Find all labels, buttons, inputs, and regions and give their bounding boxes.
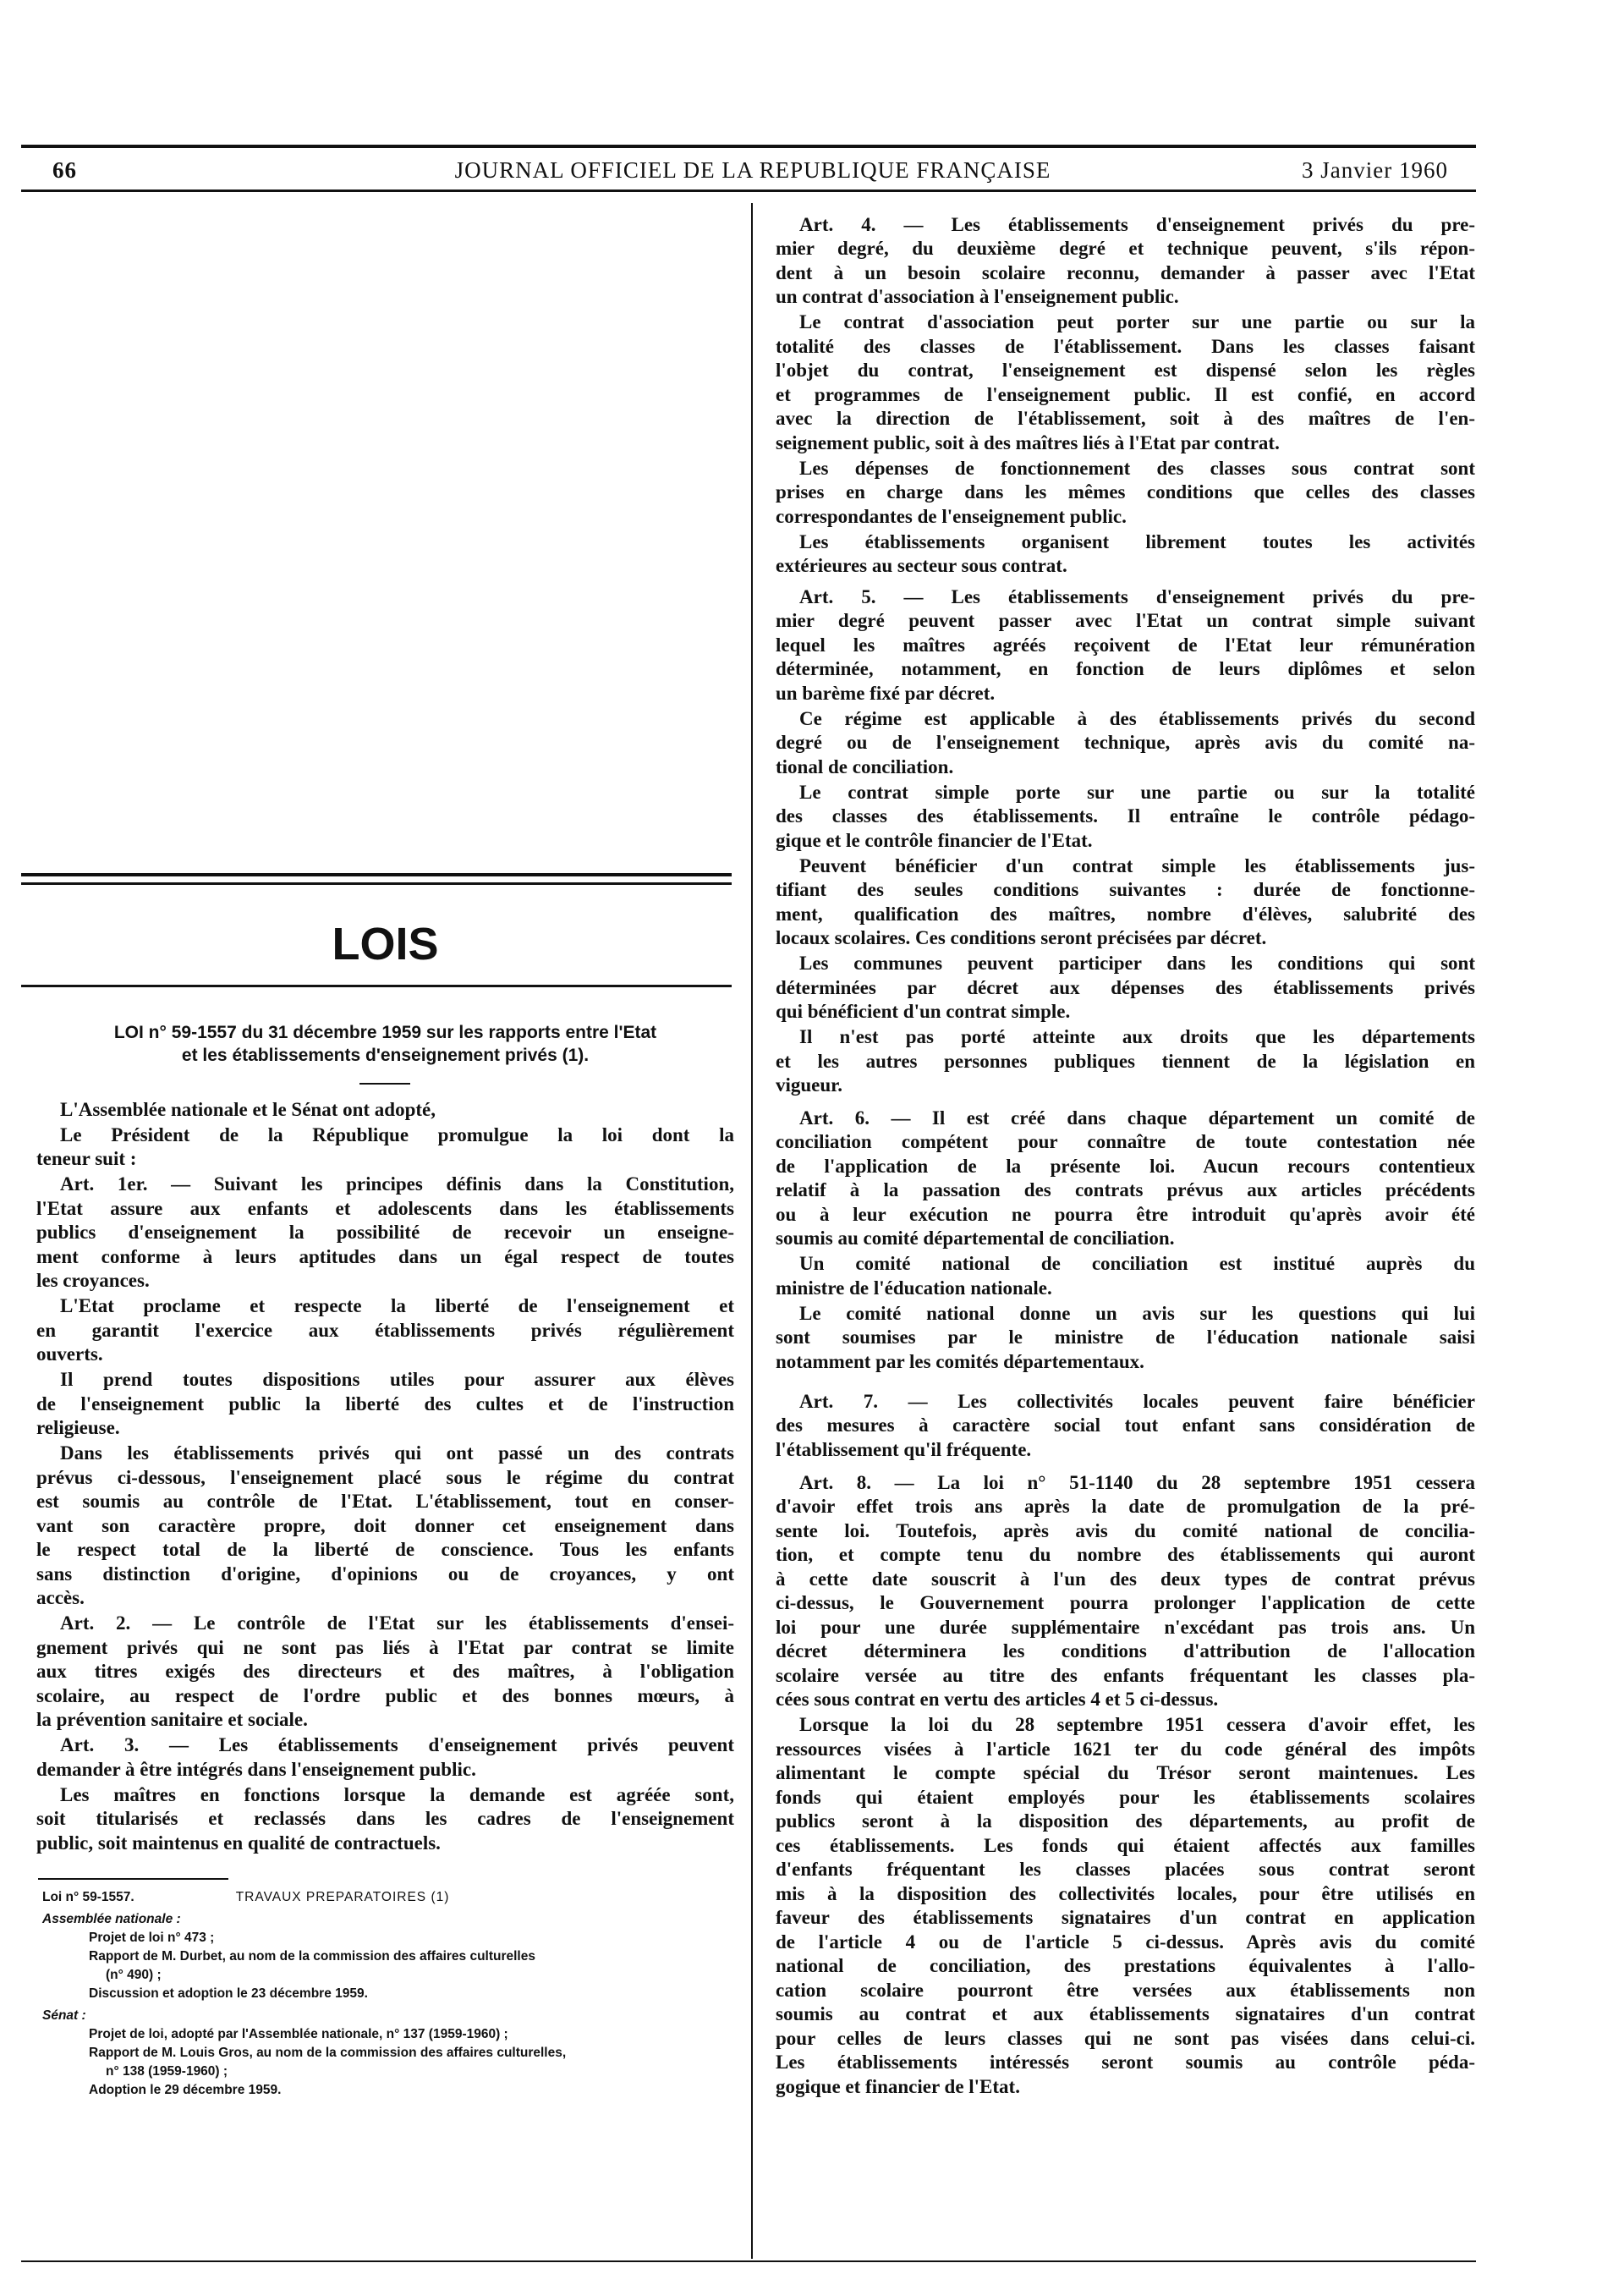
footnote-heading: TRAVAUX PREPARATOIRES (1): [235, 1890, 450, 1904]
paragraph: [36, 1098, 734, 1123]
footnote: [42, 1888, 736, 2100]
paragraph: [776, 585, 1475, 706]
paragraph: [776, 707, 1475, 780]
text-line: Ce régime est applicable à des établissements privés du second: [799, 707, 1475, 729]
text-line: Lorsque la loi du 28 septembre 1951 cessera d'avoir effet, les: [799, 1714, 1475, 1735]
text-line: Le Président de la République promulgue la loi dont la: [60, 1123, 734, 1145]
text-line: Un comité national de conciliation est institué auprès du: [799, 1253, 1475, 1274]
text-line: L'Etat proclame et respecte la liberté de l'enseignement et: [60, 1295, 734, 1316]
paragraph: [776, 530, 1475, 579]
footnote-item: Rapport de M. Louis Gros, au nom de la commission des affaires culturelles,: [89, 2046, 567, 2060]
paragraph: [776, 1252, 1475, 1300]
article-4: [776, 211, 1475, 579]
paragraph: [776, 952, 1475, 1024]
text-line: degré ou de l'enseignement technique, après avis du comité na-: [776, 732, 1475, 753]
text-line: de l'article 4 ou de l'article 5 ci-dessus. Après avis du comité: [776, 1931, 1475, 1953]
text-line: est soumis au contrôle de l'Etat. L'établissement, tout en conser-: [36, 1491, 734, 1512]
left-column-body: [36, 1096, 734, 1855]
text-line: un barème fixé par décret.: [776, 682, 996, 704]
text-line: sans distinction d'origine, d'opinions ou de croyances, y ont: [36, 1563, 734, 1585]
footnote-section-title: Sénat :: [42, 2008, 86, 2023]
text-line: et programmes de l'enseignement public. Il est confié, en accord: [776, 383, 1475, 405]
text-line: à cette date souscrit à l'un des deux types de contrat prévus: [776, 1568, 1475, 1590]
text-line: déterminée, notamment, en fonction de leurs diplômes et selon: [776, 658, 1475, 679]
text-line: ou à leur exécution ne pourra être introduit qu'après avoir été: [776, 1203, 1475, 1225]
text-line: sente loi. Toutefois, après avis du comité national de concilia-: [776, 1519, 1475, 1541]
text-line: Art. 6. — Il est créé dans chaque département un comité de: [799, 1107, 1475, 1129]
text-line: seignement public, soit à des maîtres liés à l'Etat par contrat.: [776, 431, 1280, 453]
paragraph: [776, 1471, 1475, 1712]
text-line: Art. 8. — La loi n° 51-1140 du 28 septembre 1951 cessera: [799, 1471, 1475, 1493]
text-line: publics d'enseignement la possibilité de recevoir un enseigne-: [36, 1222, 734, 1243]
text-line: et les autres personnes publiques tiennent de la législation en: [776, 1050, 1475, 1072]
text-line: scolaire versée au titre des enfants fréquentant les classes pla-: [776, 1664, 1475, 1686]
footnote-item: Projet de loi n° 473 ;: [89, 1931, 215, 1945]
text-line: Il prend toutes dispositions utiles pour assurer aux élèves: [60, 1369, 734, 1390]
text-line: Art. 4. — Les établissements d'enseignement privés du pre-: [799, 213, 1475, 235]
paragraph: [776, 1713, 1475, 2099]
text-line: gnement privés qui ne sont pas liés à l'Etat par contrat se limite: [36, 1636, 734, 1658]
header-bottom-rule: [21, 190, 1476, 192]
footnote-rule: [38, 1878, 228, 1880]
journal-title: JOURNAL OFFICIEL DE LA REPUBLIQUE FRANÇAISE: [454, 157, 1051, 183]
paragraph: [36, 1442, 734, 1611]
text-line: l'établissement qu'il fréquente.: [776, 1438, 1032, 1460]
text-line: le respect total de la liberté de conscience. Tous les enfants: [36, 1539, 734, 1560]
text-line: ment conforme à leurs aptitudes dans un égal respect de toutes: [36, 1245, 734, 1267]
text-line: gogique et financier de l'Etat.: [776, 2075, 1020, 2097]
text-line: mis à la disposition des collectivités locales, pour être utilisés en: [776, 1882, 1475, 1904]
text-line: Les communes peuvent participer dans les conditions qui sont: [799, 953, 1475, 974]
section-double-rule-bottom: [21, 882, 732, 885]
paragraph: [776, 213, 1475, 310]
header-top-rule: [21, 145, 1476, 148]
text-line: en garantit l'exercice aux établissements privés régulièrement: [36, 1319, 734, 1341]
text-line: pour celles de leurs classes qui ne sont pas visées dans celui-ci.: [776, 2027, 1475, 2049]
text-line: Le comité national donne un avis sur les questions qui lui: [799, 1302, 1475, 1324]
paragraph: [36, 1612, 734, 1733]
text-line: ment, qualification des maîtres, nombre d'élèves, salubrité des: [776, 903, 1475, 925]
text-line: avec la direction de l'établissement, soit à des maîtres de l'en-: [776, 408, 1475, 429]
text-line: Art. 1er. — Suivant les principes définis dans la Constitution,: [60, 1173, 734, 1195]
text-line: demander à être intégrés dans l'enseignement public.: [36, 1758, 476, 1780]
text-line: Peuvent bénéficier d'un contrat simple les établissements jus-: [799, 854, 1475, 876]
article-6: [776, 1105, 1475, 1374]
text-line: ces établissements. Les fonds qui étaient affectés aux familles: [776, 1834, 1475, 1856]
text-line: mier degré, du deuxième degré et technique peuvent, s'ils répon-: [776, 238, 1475, 259]
footnote-ref: Loi n° 59-1557.: [42, 1890, 134, 1904]
section-title-rule: [21, 985, 732, 987]
text-line: soit titularisés et reclassés dans les cadres de l'enseignement: [36, 1808, 734, 1829]
text-line: publics seront à la disposition des départements, au profit de: [776, 1810, 1475, 1832]
text-line: Les maîtres en fonctions lorsque la demande est agréée sont,: [60, 1783, 734, 1805]
article-7: [776, 1388, 1475, 1462]
law-title-line: LOI n° 59-1557 du 31 décembre 1959 sur les rapports entre l'Etat: [113, 1023, 657, 1042]
text-line: teneur suit :: [36, 1148, 137, 1169]
text-line: dent à un besoin scolaire reconnu, demander à passer avec l'Etat: [776, 261, 1475, 283]
text-line: d'enfants fréquentant les classes placées sous contrat seront: [776, 1859, 1475, 1880]
text-line: soumis au contrat et aux établissements signataires d'un contrat: [776, 2003, 1475, 2024]
paragraph: [776, 1025, 1475, 1098]
text-line: national de conciliation, des prestations équivalentes à l'allo-: [776, 1955, 1475, 1976]
text-line: ministre de l'éducation nationale.: [776, 1277, 1052, 1299]
page-number: 66: [52, 157, 77, 183]
text-line: conciliation compétent pour connaître de toute contestation née: [776, 1131, 1475, 1152]
text-line: sont soumises par le ministre de l'éducation nationale saisi: [776, 1327, 1475, 1348]
text-line: tion, et compte tenu du nombre des établissements qui auront: [776, 1544, 1475, 1565]
text-line: ressources visées à l'article 1621 ter du code général des impôts: [776, 1738, 1475, 1760]
text-line: L'Assemblée nationale et le Sénat ont adopté,: [60, 1098, 436, 1120]
article-8: [776, 1469, 1475, 2099]
page-bottom-rule: [21, 2260, 1476, 2262]
footnote-item: Discussion et adoption le 23 décembre 1959.: [89, 1986, 368, 2001]
text-line: tional de conciliation.: [776, 755, 954, 777]
paragraph: [776, 310, 1475, 455]
text-line: Art. 7. — Les collectivités locales peuvent faire bénéficier: [799, 1390, 1475, 1412]
section-double-rule-top: [21, 873, 732, 876]
paragraph: [776, 854, 1475, 951]
paragraph: [776, 1107, 1475, 1251]
text-line: vant son caractère propre, doit donner cet enseignement dans: [36, 1514, 734, 1536]
footnote-item: (n° 490) ;: [106, 1968, 162, 1982]
text-line: la prévention sanitaire et sociale.: [36, 1709, 308, 1730]
text-line: fonds qui étaient employés pour les établissements scolaires: [776, 1786, 1475, 1808]
text-line: totalité des classes de l'établissement. Dans les classes faisant: [776, 335, 1475, 357]
text-line: de l'enseignement public la liberté des cultes et de l'instruction: [36, 1392, 734, 1414]
paragraph: [36, 1368, 734, 1441]
text-line: qui bénéficient d'un contrat simple.: [776, 1001, 1071, 1022]
text-line: faveur des établissements signataires d'un contrat en application: [776, 1907, 1475, 1928]
text-line: d'avoir effet trois ans après la date de promulgation de la pré-: [776, 1496, 1475, 1517]
text-line: Art. 3. — Les établissements d'enseignement privés peuvent: [60, 1734, 734, 1755]
text-line: Art. 2. — Le contrôle de l'Etat sur les établissements d'ensei-: [60, 1612, 734, 1634]
footnote-item: Adoption le 29 décembre 1959.: [89, 2083, 282, 2097]
text-line: des mesures à caractère social tout enfant sans considération de: [776, 1414, 1475, 1436]
paragraph: [776, 1390, 1475, 1463]
text-line: de l'application de la présente loi. Aucun recours contentieux: [776, 1155, 1475, 1177]
text-line: des classes des établissements. Il entraîne le contrôle pédago-: [776, 805, 1475, 827]
issue-date: 3 Janvier 1960: [1302, 157, 1448, 183]
text-line: l'Etat assure aux enfants et adolescents dans les établissements: [36, 1197, 734, 1219]
text-line: prévus ci-dessous, l'enseignement placé sous le régime du contrat: [36, 1466, 734, 1488]
paragraph: [36, 1733, 734, 1782]
text-line: lequel les maîtres agréés reçoivent de l'Etat leur rémunération: [776, 634, 1475, 656]
text-line: déterminées par décret aux dépenses des établissements privés: [776, 976, 1475, 998]
text-line: alimentant le compte spécial du Trésor seront maintenues. Les: [776, 1762, 1475, 1783]
text-line: Le contrat d'association peut porter sur une partie ou sur la: [799, 311, 1475, 332]
text-line: Les dépenses de fonctionnement des classes sous contrat sont: [799, 457, 1475, 479]
text-line: correspondantes de l'enseignement public.: [776, 505, 1127, 527]
text-line: notamment par les comités départementaux.: [776, 1350, 1144, 1372]
text-line: les croyances.: [36, 1270, 150, 1291]
paragraph: [776, 457, 1475, 530]
paragraph: [36, 1783, 734, 1856]
paragraph: [36, 1123, 734, 1172]
paragraph: [776, 1302, 1475, 1375]
text-line: religieuse.: [36, 1417, 120, 1438]
text-line: ci-dessus, le Gouvernement pourra prolonger l'application de cette: [776, 1592, 1475, 1613]
footnote-item: Rapport de M. Durbet, au nom de la commission des affaires culturelles: [89, 1949, 535, 1964]
text-line: décret déterminera les conditions d'attribution de l'allocation: [776, 1640, 1475, 1662]
text-line: Le contrat simple porte sur une partie ou sur la totalité: [799, 781, 1475, 803]
article-5: [776, 584, 1475, 1098]
text-line: cation scolaire pourront être versées aux établissements non: [776, 1979, 1475, 2001]
text-line: soumis au comité départemental de conciliation.: [776, 1228, 1175, 1249]
paragraph: [776, 781, 1475, 854]
text-line: vigueur.: [776, 1074, 843, 1096]
section-title: LOIS: [332, 919, 439, 969]
text-line: relatif à la passation des contrats prévus aux articles précédents: [776, 1179, 1475, 1200]
text-line: cées sous contrat en vertu des articles 4 et 5 ci-dessus.: [776, 1689, 1219, 1710]
text-line: extérieures au secteur sous contrat.: [776, 555, 1067, 576]
text-line: un contrat d'association à l'enseignement public.: [776, 286, 1179, 307]
text-line: Les établissements organisent librement toutes les activités: [799, 530, 1475, 552]
law-title: [36, 1021, 734, 1067]
text-line: Il n'est pas porté atteinte aux droits que les départements: [799, 1026, 1475, 1047]
text-line: locaux scolaires. Ces conditions seront précisées par décret.: [776, 927, 1267, 948]
text-line: Dans les établissements privés qui ont passé un des contrats: [60, 1442, 734, 1464]
text-line: aux titres exigés des directeurs et des maîtres, à l'obligation: [36, 1661, 734, 1682]
text-line: scolaire, au respect de l'ordre public et des bonnes mœurs, à: [36, 1684, 734, 1706]
text-line: gique et le contrôle financier de l'Etat.: [776, 829, 1093, 851]
footnote-item: Projet de loi, adopté par l'Assemblée nationale, n° 137 (1959-1960) ;: [89, 2027, 508, 2041]
text-line: ouverts.: [36, 1343, 103, 1365]
text-line: mier degré peuvent passer avec l'Etat un contrat simple suivant: [776, 610, 1475, 631]
text-line: Les établissements intéressés seront soumis au contrôle péda-: [776, 2052, 1475, 2073]
text-line: public, soit maintenus en qualité de contractuels.: [36, 1832, 441, 1854]
paragraph: [36, 1173, 734, 1294]
title-separator: [359, 1083, 410, 1085]
text-line: loi pour une durée supplémentaire n'excédant pas trois ans. Un: [776, 1616, 1475, 1638]
paragraph: [36, 1294, 734, 1367]
text-line: accès.: [36, 1587, 85, 1608]
footnote-item: n° 138 (1959-1960) ;: [106, 2064, 228, 2079]
text-line: l'objet du contrat, l'enseignement est dispensé selon les règles: [776, 360, 1475, 381]
footnote-section-title: Assemblée nationale :: [42, 1912, 181, 1926]
law-title-line: et les établissements d'enseignement privés (1).: [181, 1046, 590, 1065]
text-line: Art. 5. — Les établissements d'enseignement privés du pre-: [799, 585, 1475, 607]
text-line: prises en charge dans les mêmes conditions que celles des classes: [776, 481, 1475, 503]
text-line: tifiant des seules conditions suivantes : durée de fonctionne-: [776, 879, 1475, 900]
column-divider: [751, 203, 753, 2259]
